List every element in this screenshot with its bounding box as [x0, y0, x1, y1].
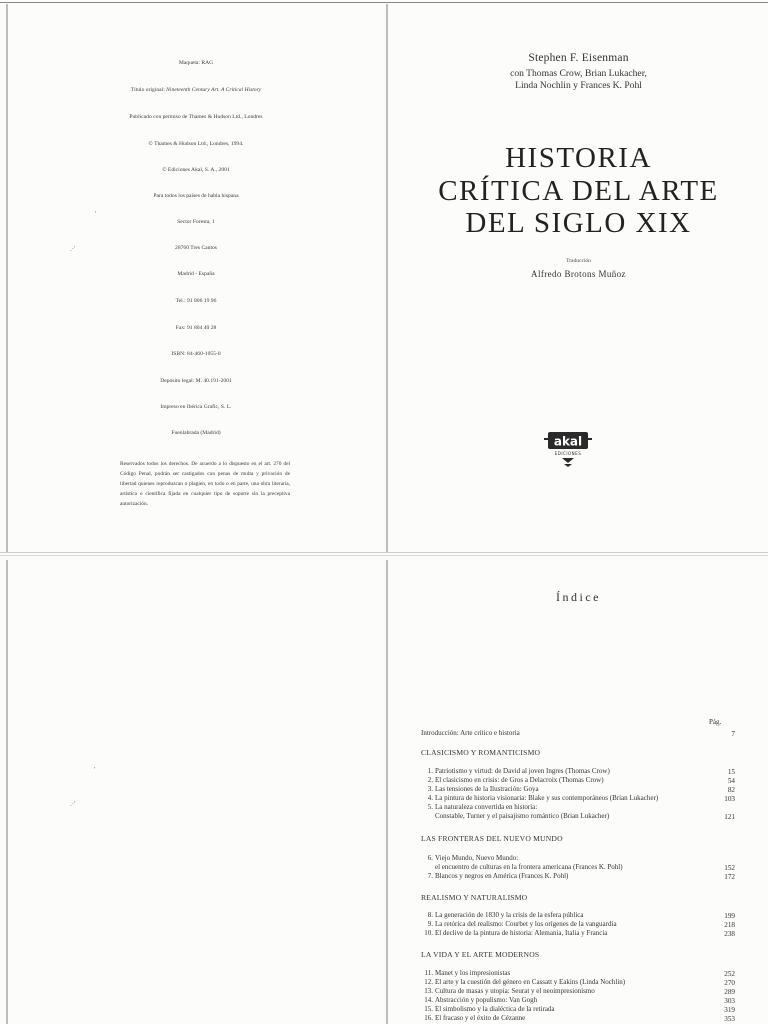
section-heading: LAS FRONTERAS DEL NUEVO MUNDO — [421, 834, 563, 843]
toc-entry: 5. La naturaleza convertida en historia: — [427, 803, 538, 811]
address-city: 28760 Tres Cantos — [175, 245, 217, 251]
copyright-thames: © Thames & Hudson Ltd., Londres, 1994. — [148, 141, 244, 147]
toc-intro-page: 7 — [731, 730, 735, 738]
toc-entry: 9. La retórica del realismo: Courbet y los orígenes de la vanguardia — [427, 920, 617, 928]
toc-entry: 14. Abstracción y populismo: Van Gogh — [424, 996, 538, 1004]
section-heading: LA VIDA Y EL ARTE MODERNOS — [421, 950, 540, 959]
toc-page-number: 238 — [724, 930, 735, 938]
toc-page-number: 103 — [724, 795, 735, 803]
copyright-page — [8, 4, 384, 552]
toc-entry: 8. La generación de 1830 y la crisis de la esfera pública — [427, 911, 584, 919]
akal-publisher-logo — [542, 422, 594, 472]
bottom-spread — [0, 556, 768, 1024]
toc-page-number: 15 — [727, 768, 735, 776]
maqueta-credit: Maqueta: RAG — [178, 60, 214, 66]
toc-page-number: 172 — [724, 873, 735, 881]
telephone: Tel.: 91 806 19 96 — [175, 298, 217, 304]
toc-page-number: 252 — [724, 970, 735, 978]
scan-edge-line — [0, 2, 768, 3]
book-title-line-2: CRÍTICA DEL ARTE — [438, 175, 719, 207]
toc-entry: 3. Las tensiones de la Ilustración: Goya — [427, 785, 539, 793]
toc-entry: 4. La pintura de historia visionaria: Blake y sus contemporáneos (Brian Lukacher) — [427, 794, 659, 802]
toc-intro: Introducción: Arte crítico e historia — [421, 729, 520, 737]
original-title-prefix: Título original: — [130, 87, 165, 93]
rights-region: Para todos los países de habla hispana — [153, 193, 239, 199]
page-edge-left — [6, 560, 8, 1024]
gutter-edge — [386, 4, 388, 552]
toc-entry-continuation: Constable, Turner y el paisajismo romántico (Brian Lukacher) — [435, 812, 610, 820]
toc-page-number: 54 — [727, 777, 735, 785]
toc-entry: 6. Viejo Mundo, Nuevo Mundo: — [427, 854, 519, 862]
logo-wordmark: akal — [553, 434, 583, 449]
book-title-line-3: DEL SIGLO XIX — [465, 207, 692, 239]
toc-page-number: 218 — [724, 921, 735, 929]
toc-entry: 16. El fracaso y el éxito de Cézanne — [424, 1014, 526, 1022]
title-page — [389, 4, 768, 552]
scan-mark: .·' — [70, 245, 76, 253]
gutter-edge — [386, 560, 388, 1024]
publication-permission: Publicado con permiso de Thames & Hudson Ltd., Londres — [129, 114, 263, 120]
toc-page-number: 121 — [724, 813, 735, 821]
toc-entry: 10. El declive de la pintura de historia: Alemania, Italia y Francia — [424, 929, 608, 937]
original-title: Nineteenth Century Art. A Critical History — [166, 87, 262, 93]
toc-page-number: 152 — [724, 864, 735, 872]
index-heading: Índice — [556, 590, 601, 604]
translator: Alfredo Brotons Muñoz — [531, 269, 626, 279]
author: Stephen F. Eisenman — [528, 52, 629, 64]
address-region: Madrid - España — [177, 271, 215, 277]
toc-entry: 7. Blancos y negros en América (Frances K. Pohl) — [427, 872, 569, 880]
logo-subtext: EDICIONES — [554, 451, 582, 456]
toc-page-number: 289 — [724, 988, 735, 996]
scan-mark: .·' — [70, 800, 76, 808]
scan-mark: ' — [95, 210, 97, 218]
toc-entry: 12. El arte y la cuestión del género en Cassatt y Eakins (Linda Nochlin) — [424, 978, 626, 986]
toc-page-number: 82 — [727, 786, 735, 794]
blank-page — [8, 560, 384, 1024]
scan-edge-line — [0, 552, 768, 553]
fax: Fax: 91 804 40 28 — [175, 325, 217, 331]
toc-page-number: 303 — [724, 997, 735, 1005]
toc-entry: 11. Manet y los impresionistas — [424, 969, 511, 977]
toc-page-number: 319 — [724, 1006, 735, 1014]
translation-label: Traducción — [566, 258, 591, 264]
isbn: ISBN: 84-460-1055-0 — [171, 351, 221, 357]
toc-page-number: 353 — [724, 1015, 735, 1023]
toc-entry: 13. Cultura de masas y utopía: Seurat y el neoimpresionismo — [424, 987, 595, 995]
page-edge-left — [6, 4, 8, 552]
copyright-akal: © Ediciones Akal, S. A., 2001 — [162, 167, 230, 173]
deposito-legal: Depósito legal: M. 40.191-2001 — [160, 378, 232, 384]
address-street: Sector Foresta, 1 — [177, 219, 215, 225]
original-title-line — [8, 88, 384, 94]
printer: Impreso en Ibérica Grafic, S. L. — [160, 404, 232, 410]
section-heading: REALISMO Y NATURALISMO — [421, 893, 528, 902]
toc-entry: 1. Patriotismo y virtud: de David al joven Ingres (Thomas Crow) — [427, 767, 610, 775]
section-heading: CLASICISMO Y ROMANTICISMO — [421, 748, 541, 757]
toc-entry: 2. El clasicismo en crisis: de Gros a Delacroix (Thomas Crow) — [427, 776, 604, 784]
coauthors-line-1: con Thomas Crow, Brian Lukacher, — [510, 68, 647, 79]
scan-mark: ' — [94, 766, 96, 774]
toc-entry: 15. El simbolismo y la dialéctica de la retirada — [424, 1005, 555, 1013]
toc-page-number: 270 — [724, 979, 735, 987]
index-page — [389, 560, 768, 1024]
page-column-label: Pág. — [709, 718, 722, 726]
toc-page-number: 199 — [724, 912, 735, 920]
coauthors-line-2: Linda Nochlin y Frances K. Pohl — [515, 80, 642, 91]
toc-entry-continuation: el encuentro de culturas en la frontera americana (Frances K. Pohl) — [435, 863, 623, 871]
rights-notice: Reservados todos los derechos. De acuerdo a lo dispuesto en el art. 270 del Código Penal, podrán ser castigados con penas de multa y privación de libertad quienes reproduzcan o plagien, en todo o en parte, una obra literaria, artística o científica fijada en cualquier tipo de soporte sin la preceptiva autorización. — [120, 461, 290, 508]
printer-city: Fuenlabrada (Madrid) — [171, 430, 221, 436]
book-title-line-1: HISTORIA — [505, 142, 652, 174]
